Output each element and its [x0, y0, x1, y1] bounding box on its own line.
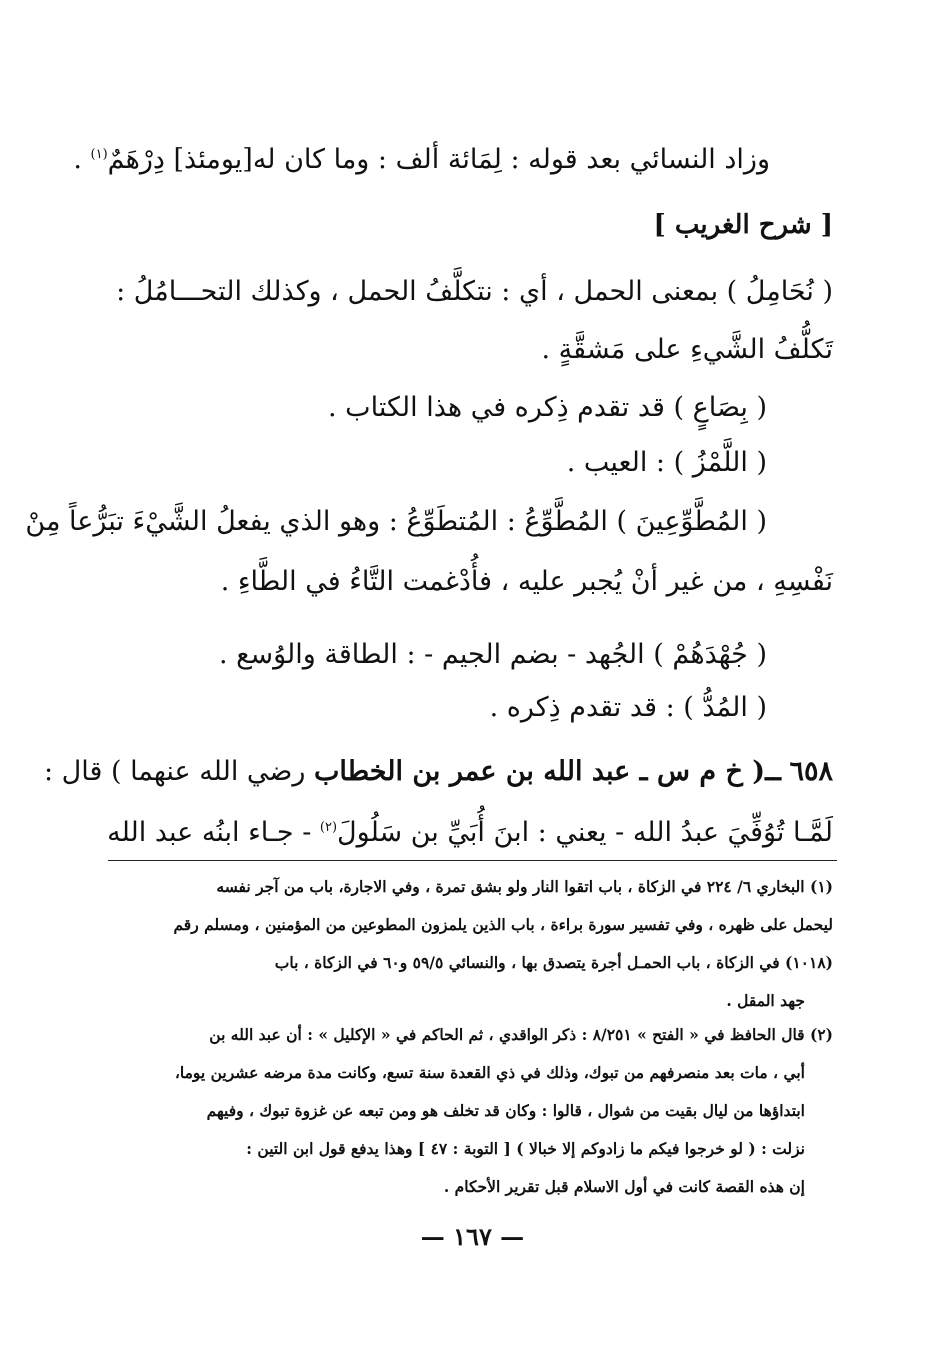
- body-line-5: ( اللَّمْزُ ) : العيب .: [566, 447, 767, 478]
- hadith-header: [44, 752, 833, 792]
- hadith-header-rest: رضي الله عنهما ) قال :: [43, 756, 306, 787]
- footnote-ref-2: (٢): [319, 820, 338, 835]
- footnote-1-line-3: (١٠١٨) في الزكاة ، باب الحمـل أجرة يتصدق بها ، والنسائي ٥٩/٥ و٦٠ في الزكاة ، باب: [274, 953, 833, 972]
- body-line-6: ( المُطَّوِّعِينَ ) المُطَّوِّعُ : المُتطَوِّعُ : وهو الذي يفعلُ الشَّيْءَ تبَرُّعاً مِنْ: [25, 506, 767, 537]
- body-line-9: ( المُدُّ ) : قد تقدم ذِكره .: [489, 692, 767, 723]
- body-line-7: نَفْسِهِ ، من غير أنْ يُجبر عليه ، فأُدْغمت التَّاءُ في الطَّاءِ .: [220, 566, 833, 597]
- body-line-2: ( نُحَامِلُ ) بمعنى الحمل ، أي : نتكلَّفُ الحمل ، وكذلك التحـــامُلُ :: [116, 276, 833, 307]
- footnote-1-line-4: جهد المقل .: [726, 991, 805, 1010]
- footnote-2-line-3: ابتداؤها من ليال بقيت من شوال ، قالوا : وكان قد تخلف هو ومن تبعه عن غزوة تبوك ، وفيهم: [206, 1101, 805, 1120]
- body-line-11: [107, 808, 833, 853]
- page-number: — ١٦٧ —: [420, 1222, 525, 1251]
- footnote-2-line-5: إن هذه القصة كانت في أول الاسلام قبل تقرير الأحكام .: [443, 1177, 805, 1196]
- footnote-1-line-1: (١) البخاري ٦/ ٢٢٤ في الزكاة ، باب اتقوا النار ولو بشق تمرة ، وفي الاجارة، باب من آجر نفسه: [216, 877, 833, 896]
- footnote-1-line-2: ليحمل على ظهره ، وفي تفسير سورة براءة ، باب الذين يلمزون المطوعين من المؤمنين ، ومسلم رقم: [173, 915, 833, 934]
- body-line-1-end: .: [73, 144, 82, 175]
- body-line-8: ( جُهْدَهُمْ ) الجُهد - بضم الجيم - : الطاقة والوُسع .: [218, 639, 767, 670]
- hadith-number: ٦٥٨: [789, 756, 833, 787]
- footnote-ref-1: (١): [90, 147, 108, 162]
- body-line-11-a: لَمَّـا تُوُفِّيَ عبدُ الله - يعني : ابنَ أُبَيِّ بن سَلُولَ: [337, 817, 833, 848]
- body-line-1-text: وزاد النسائي بعد قوله : لِمَائة ألف : وما كان له[يومئذ] دِرْهَمٌ: [107, 144, 770, 175]
- footnote-2-line-1: (٢) قال الحافظ في « الفتح » ٨/٢٥١ : ذكر الواقدي ، ثم الحاكم في « الإكليل » : أن عبد الله بن: [209, 1025, 833, 1044]
- body-line-1: [73, 135, 770, 180]
- body-line-3: تَكلُّفُ الشَّيءِ على مَشقَّةٍ .: [541, 334, 833, 365]
- body-line-11-b: - جـاء ابنُه عبد الله: [107, 817, 312, 848]
- footnote-2-line-2: أبي ، مات بعد منصرفهم من تبوك، وذلك في ذي القعدة سنة تسع، وكانت مدة مرضه عشرين يوما،: [174, 1063, 805, 1082]
- footnote-2-line-4: نزلت : ( لو خرجوا فيكم ما زادوكم إلا خبالا ) [ التوبة : ٤٧ ] وهذا يدفع قول ابن التين :: [246, 1139, 805, 1158]
- section-heading: [ شرح الغريب ]: [653, 210, 833, 240]
- footnote-divider: [108, 860, 837, 861]
- hadith-source: ــ( خ م س ـ عبد الله بن عمر بن الخطاب: [314, 756, 781, 787]
- body-line-4: ( بِصَاعٍ ) قد تقدم ذِكره في هذا الكتاب .: [328, 392, 767, 423]
